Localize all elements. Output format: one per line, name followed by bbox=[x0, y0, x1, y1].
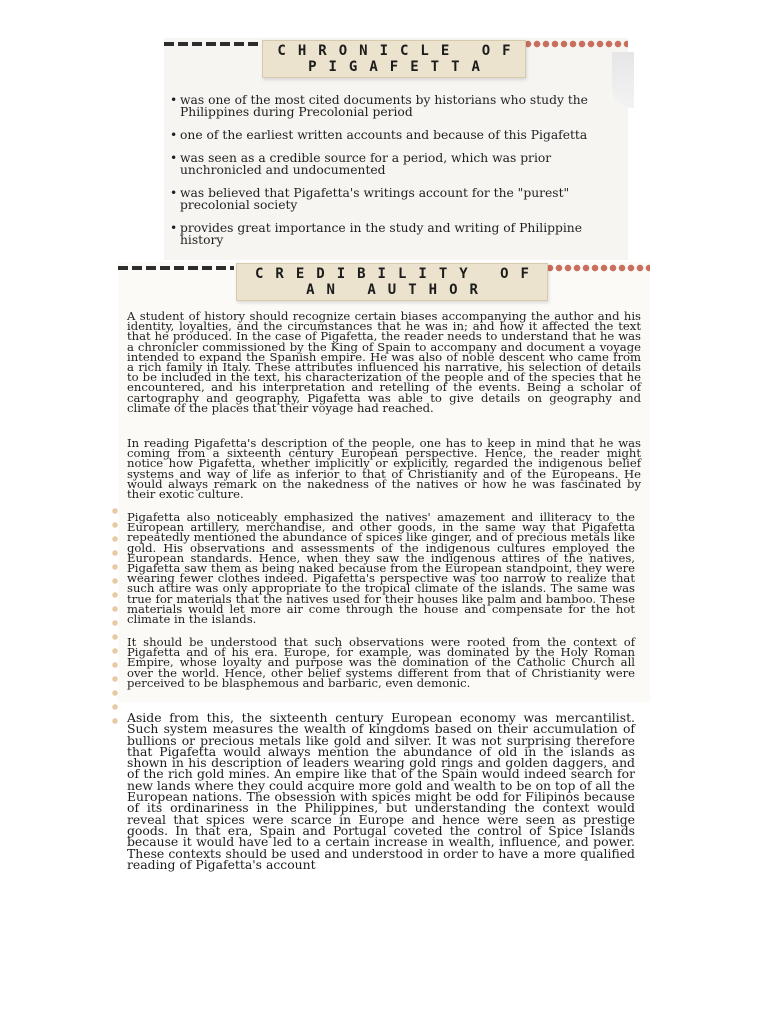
corner-decoration bbox=[612, 52, 634, 108]
list-item: • was seen as a credible source for a period, which was prior unchronicled and undocumented bbox=[170, 152, 610, 176]
dotted-divider-right bbox=[546, 264, 650, 272]
credibility-banner-line1: CREDIBILITY OF bbox=[254, 266, 541, 282]
list-item: • was believed that Pigafetta's writings account for the "purest" precolonial society bbox=[170, 187, 610, 211]
dotted-divider-right bbox=[524, 40, 628, 48]
list-item: • provides great importance in the study and writing of Philippine history bbox=[170, 222, 610, 246]
margin-decoration bbox=[112, 508, 118, 728]
dashed-divider-left bbox=[164, 42, 260, 46]
chronicle-banner-line1: CHRONICLE OF bbox=[277, 43, 523, 59]
credibility-paragraph-2: In reading Pigafetta's description of the people, one has to keep in mind that he was coming from a sixteenth century European perspective. Hence, the reader might notice how Pigafetta, whether implicitly or explicitly, regarded the indigenous belief systems and way of life as inferior to that of Christianity and of the Europeans. He would always remark on the nakedness of the natives or how he was fascinated by their exotic culture. bbox=[127, 436, 641, 502]
dashed-divider-left bbox=[118, 266, 234, 270]
credibility-paragraph-4: It should be understood that such observations were rooted from the context of Pigafetta and of his era. Europe, for example, was dominated by the Holy Roman Empire, whose loyalty and purpose was the domination of the Catholic Church all over the world. Hence, other belief systems different from that of Christianity were perceived to be blasphemous and barbaric, even demonic. bbox=[127, 635, 635, 690]
economy-paragraph: Aside from this, the sixteenth century European economy was mercantilist. Such system measures the wealth of kingdoms based on their accumulation of bullions or precious metals like gold and silver. It was not surprising therefore that Pigafetta would always mention the abundance of old in the islands as shown in his description of leaders wearing gold rings and golden daggers, and of the rich gold mines. An empire like that of the Spain would indeed search for new lands where they could acquire more gold and wealth to be on top of all the European nations. The obsession with spices might be odd for Filipinos because of its ordinariness in the Philippines, but understanding the context would reveal that spices were scarce in Europe and hence were seen as prestige goods. In that era, Spain and Portugal coveted the control of Spice Islands because it would have led to a certain increase in wealth, influence, and power. These contexts should be used and understood in order to have a more qualified reading of Pigafetta's account bbox=[127, 710, 635, 872]
credibility-banner-line2: AN AUTHOR bbox=[306, 282, 490, 298]
credibility-paragraph-3: Pigafetta also noticeably emphasized the natives' amazement and illiteracy to the European artillery, merchandise, and other goods, in the same way that Pigafetta repeatedly mentioned the abundance of spices like ginger, and of precious metals like gold. His observations and assessments of the indigenous cultures employed the European standards. Hence, when they saw the indigenous attires of the natives, Pigafetta saw them as being naked because from the European standpoint, they were wearing fewer clothes indeed. Pigafetta's perspective was too narrow to realize that such attire was only appropriate to the tropical climate of the islands. The same was true for materials that the natives used for their houses like palm and bamboo. These materials would let more air come through the house and compensate for the hot climate in the islands. bbox=[127, 510, 635, 627]
credibility-paragraph-1: A student of history should recognize certain biases accompanying the author and his identity, loyalties, and the circumstances that he was in; and how it affected the text that he produced. In the case of Pigafetta, the reader needs to understand that he was a chronicler commissioned by the King of Spain to accompany and document a voyage intended to expand the Spanish empire. He was also of noble descent who came from a rich family in Italy. These attributes influenced his narrative, his selection of details to be included in the text, his characterization of the people and of the species that he encountered, and his interpretation and retelling of the events. Being a scholar of cartography and geography, Pigafetta was able to give details on geography and climate of the places that their voyage had reached. bbox=[127, 309, 641, 415]
chronicle-bullet-list bbox=[170, 94, 610, 257]
list-item: • one of the earliest written accounts and because of this Pigafetta bbox=[170, 129, 610, 141]
credibility-banner bbox=[236, 263, 548, 301]
chronicle-banner bbox=[262, 40, 526, 78]
list-item: • was one of the most cited documents by historians who study the Philippines during Precolonial period bbox=[170, 94, 610, 118]
chronicle-banner-line2: PIGAFETTA bbox=[308, 59, 492, 75]
